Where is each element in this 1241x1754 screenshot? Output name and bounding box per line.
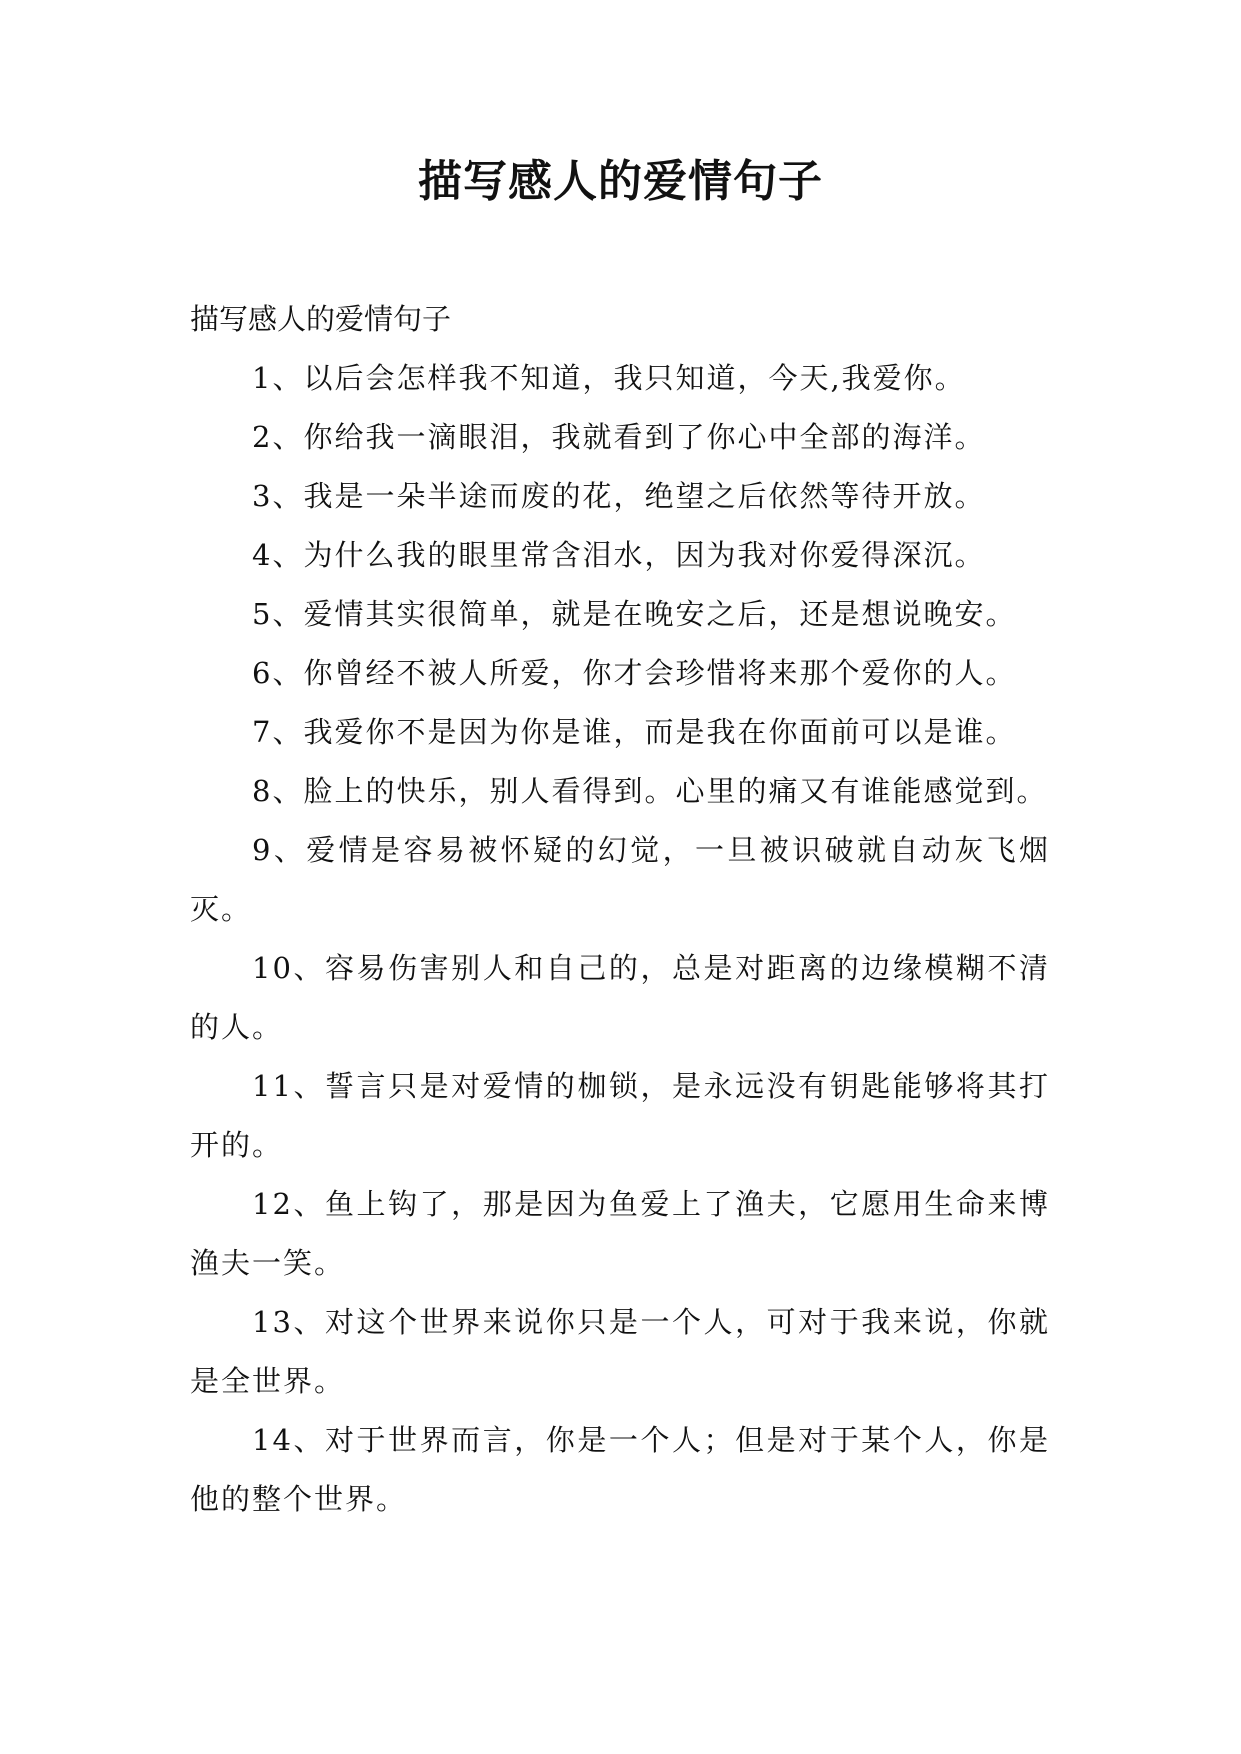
quote-paragraph: 7、我爱你不是因为你是谁，而是我在你面前可以是谁。 bbox=[252, 715, 1017, 749]
section-heading: 描写感人的爱情句子 bbox=[190, 302, 452, 336]
quote-paragraph: 1、以后会怎样我不知道，我只知道，今天,我爱你。 bbox=[252, 361, 966, 395]
quote-paragraph: 4、为什么我的眼里常含泪水，因为我对你爱得深沉。 bbox=[252, 538, 986, 572]
document-title: 描写感人的爱情句子 bbox=[418, 156, 823, 207]
quote-paragraph: 6、你曾经不被人所爱，你才会珍惜将来那个爱你的人。 bbox=[252, 656, 1017, 690]
quote-paragraph: 14、对于世界而言，你是一个人；但是对于某个人，你是他的整个世界。 bbox=[190, 1423, 1050, 1516]
quote-paragraph: 10、容易伤害别人和自己的，总是对距离的边缘模糊不清的人。 bbox=[190, 951, 1050, 1044]
quote-paragraph: 5、爱情其实很简单，就是在晚安之后，还是想说晚安。 bbox=[252, 597, 1017, 631]
quote-paragraph: 13、对这个世界来说你只是一个人，可对于我来说，你就是全世界。 bbox=[190, 1305, 1050, 1398]
quote-paragraph: 3、我是一朵半途而废的花，绝望之后依然等待开放。 bbox=[252, 479, 986, 513]
document-body bbox=[190, 290, 1050, 1529]
quote-paragraph: 11、誓言只是对爱情的枷锁，是永远没有钥匙能够将其打开的。 bbox=[190, 1069, 1050, 1162]
quote-paragraph: 2、你给我一滴眼泪，我就看到了你心中全部的海洋。 bbox=[252, 420, 986, 454]
quote-paragraph: 12、鱼上钩了，那是因为鱼爱上了渔夫，它愿用生命来博渔夫一笑。 bbox=[190, 1187, 1050, 1280]
quote-paragraph: 9、爱情是容易被怀疑的幻觉，一旦被识破就自动灰飞烟灭。 bbox=[190, 833, 1050, 926]
quote-paragraph: 8、脸上的快乐，别人看得到。心里的痛又有谁能感觉到。 bbox=[252, 774, 1048, 808]
